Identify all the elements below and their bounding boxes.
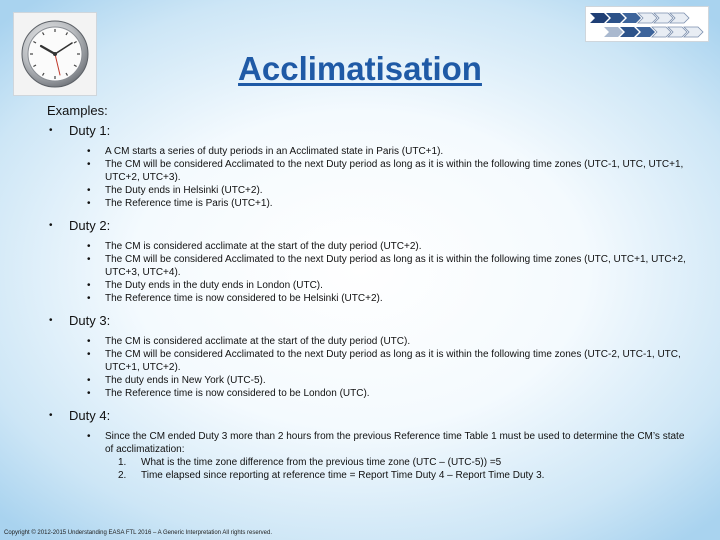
list-item — [47, 387, 687, 400]
bullet: • — [87, 159, 91, 170]
bullet: • — [87, 431, 91, 442]
duty-4-steps — [47, 456, 687, 482]
list-item — [47, 335, 687, 348]
list-item-text: Since the CM ended Duty 3 more than 2 hours from the previous Reference time Table 1 must be used to determine the CM’s state of acclimatization: — [105, 431, 685, 455]
item-number: 1. — [118, 457, 127, 468]
duty-label: Duty 2: — [69, 218, 111, 233]
copyright-footer: Copyright © 2012-2015 Understanding EASA FTL 2016 – A Generic Interpretation All rights reserved. — [4, 530, 273, 536]
duty-1-list — [47, 145, 687, 210]
progress-arrows-image — [585, 6, 709, 42]
bullet: • — [87, 293, 91, 304]
bullet: • — [87, 388, 91, 399]
list-item — [47, 348, 687, 374]
list-item — [47, 145, 687, 158]
list-item — [47, 158, 687, 184]
list-item — [47, 253, 687, 279]
list-item-text: The duty ends in New York (UTC-5). — [105, 375, 266, 386]
numbered-item-text: Time elapsed since reporting at reference time = Report Time Duty 4 – Report Time Duty 3. — [141, 470, 545, 481]
bullet: • — [87, 280, 91, 291]
duty-3-list — [47, 335, 687, 400]
bullet: • — [87, 241, 91, 252]
list-item-text: The CM will be considered Acclimated to the next Duty period as long as it is within the following time zones (UTC-2, UTC-1, UTC, UTC+1, UTC+2). — [105, 349, 681, 373]
bullet: • — [87, 375, 91, 386]
duty-label: Duty 1: — [69, 123, 111, 138]
list-item — [47, 430, 687, 456]
list-item-text: The CM will be considered Acclimated to the next Duty period as long as it is within the following time zones (UTC-1, UTC, UTC+1, UTC+2, UTC+3). — [105, 159, 684, 183]
page-title: Acclimatisation — [238, 50, 482, 87]
list-item-text: The Reference time is Paris (UTC+1). — [105, 198, 273, 209]
list-item — [47, 184, 687, 197]
duty-4-list — [47, 430, 687, 456]
item-number: 2. — [118, 470, 127, 481]
list-item — [47, 240, 687, 253]
bullet: • — [87, 336, 91, 347]
bullet: • — [87, 146, 91, 157]
duty-label: Duty 3: — [69, 313, 111, 328]
numbered-item — [47, 456, 687, 469]
list-item — [47, 374, 687, 387]
bullet: • — [87, 198, 91, 209]
chevron-arrows-icon — [586, 7, 708, 41]
bullet: • — [49, 315, 53, 326]
bullet: • — [87, 185, 91, 196]
list-item — [47, 279, 687, 292]
numbered-item-text: What is the time zone difference from the previous time zone (UTC – (UTC-5)) =5 — [141, 457, 502, 468]
list-item-text: The Duty ends in Helsinki (UTC+2). — [105, 185, 263, 196]
bullet: • — [87, 254, 91, 265]
list-item — [47, 197, 687, 210]
list-item-text: The CM will be considered Acclimated to the next Duty period as long as it is within the following time zones (UTC, UTC+1, UTC+2, UTC+3, UTC+4). — [105, 254, 686, 278]
duty-label: Duty 4: — [69, 408, 111, 423]
duty-heading — [47, 218, 687, 234]
duty-2-list — [47, 240, 687, 305]
list-item-text: The Duty ends in the duty ends in London (UTC). — [105, 280, 323, 291]
duty-heading — [47, 123, 687, 139]
examples-label: Examples: — [47, 103, 108, 118]
bullet: • — [49, 220, 53, 231]
bullet: • — [49, 410, 53, 421]
numbered-item — [47, 469, 687, 482]
duty-heading — [47, 408, 687, 424]
list-item-text: A CM starts a series of duty periods in an Acclimated state in Paris (UTC+1). — [105, 146, 444, 157]
content-body — [47, 104, 687, 482]
duty-heading — [47, 313, 687, 329]
list-item-text: The CM is considered acclimate at the start of the duty period (UTC). — [105, 336, 411, 347]
list-item-text: The Reference time is now considered to be London (UTC). — [105, 388, 370, 399]
list-item — [47, 292, 687, 305]
list-item-text: The CM is considered acclimate at the start of the duty period (UTC+2). — [105, 241, 422, 252]
bullet: • — [49, 125, 53, 136]
bullet: • — [87, 349, 91, 360]
list-item-text: The Reference time is now considered to be Helsinki (UTC+2). — [105, 293, 383, 304]
